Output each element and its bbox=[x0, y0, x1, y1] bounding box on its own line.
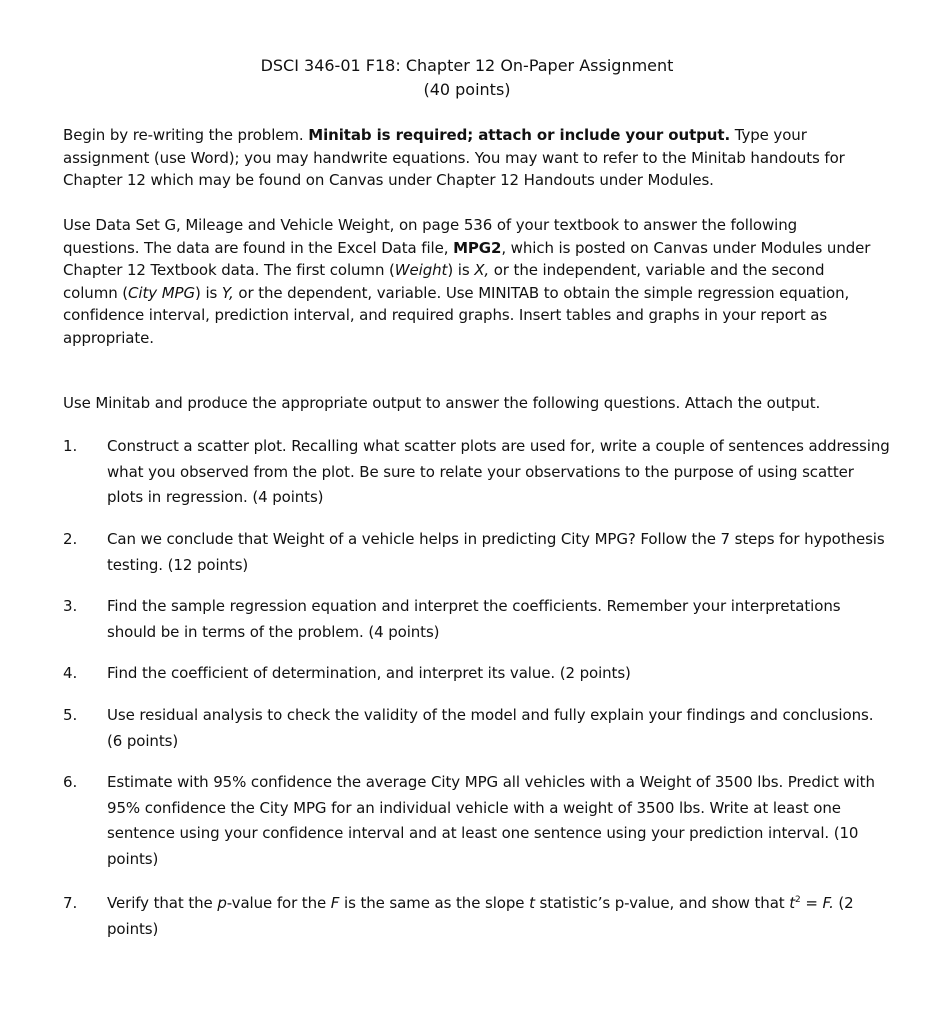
question-text: Can we conclude that Weight of a vehicle helps in predicting City MPG? Follow the 7 steps for hypothesis testing. (12 points) bbox=[107, 530, 885, 574]
data-text-6: or the dependent, variable. Use MINITAB to obtain the simple regression equation, confidence interval, prediction interval, and required graphs. Insert tables and graphs in your report as appropriate. bbox=[63, 283, 850, 347]
question-text: Construct a scatter plot. Recalling what scatter plots are used for, write a couple of sentences addressing what you observed from the plot. Be sure to relate your observations to the purpose of using scatter plots in regression. (4 points) bbox=[107, 437, 890, 506]
question-number: 6. bbox=[63, 773, 78, 791]
question-number: 3. bbox=[63, 597, 78, 615]
intro-text-1: Begin by re-writing the problem. bbox=[63, 126, 309, 144]
question-text: Use residual analysis to check the validity of the model and fully explain your findings and conclusions. (6 points) bbox=[107, 706, 874, 750]
y-variable: Y, bbox=[221, 283, 234, 302]
data-text-2: , which is posted on Canvas under Modules under Chapter 12 Textbook data. The first column ( bbox=[63, 238, 871, 279]
f-symbol: F bbox=[330, 894, 340, 912]
question-number: 4. bbox=[63, 664, 78, 682]
city-mpg-variable: City MPG bbox=[128, 283, 196, 302]
data-text-3: ) is bbox=[447, 261, 475, 279]
p-symbol: p bbox=[217, 894, 227, 912]
weight-variable: Weight bbox=[394, 261, 448, 279]
x-variable: X, bbox=[474, 261, 490, 279]
data-text-1: Use Data Set G, Mileage and Vehicle Weight, on page 536 of your textbook to answer the following questions. The data are found in the Excel Data file, bbox=[63, 216, 798, 257]
document-header bbox=[0, 54, 934, 102]
q7-text-5: = bbox=[800, 894, 823, 912]
intro-bold-requirement: Minitab is required; attach or include your output. bbox=[308, 126, 731, 144]
q7-text-1: Verify that the bbox=[107, 894, 218, 912]
question-number: 1. bbox=[63, 437, 78, 455]
q7-text-2: -value for the bbox=[226, 894, 331, 912]
instruction-paragraph: Use Minitab and produce the appropriate output to answer the following questions. Attach the output. bbox=[63, 394, 821, 412]
question-number: 2. bbox=[63, 530, 78, 548]
intro-paragraph bbox=[63, 124, 873, 192]
data-text-5: ) is bbox=[195, 283, 222, 302]
page-title: DSCI 346-01 F18: Chapter 12 On-Paper Assignment bbox=[260, 56, 674, 75]
q7-text-6: (2 points) bbox=[107, 894, 854, 938]
t-squared-exponent: 2 bbox=[795, 895, 801, 905]
data-set-paragraph bbox=[63, 214, 873, 349]
intro-text-2: Type your assignment (use Word); you may handwrite equations. You may want to refer to the Minitab handouts for Chapter 12 which may be found on Canvas under Chapter 12 Handouts under Modules. bbox=[63, 126, 845, 189]
f-equals-symbol: F. bbox=[822, 894, 834, 912]
data-text-4: or the independent, variable and the second column ( bbox=[63, 261, 825, 302]
question-text: Find the coefficient of determination, and interpret its value. (2 points) bbox=[107, 664, 631, 682]
t-symbol: t bbox=[529, 894, 535, 912]
question-number: 7. bbox=[63, 894, 78, 912]
q7-text-4: statistic’s p-value, and show that bbox=[534, 894, 790, 912]
total-points: (40 points) bbox=[423, 80, 511, 99]
question-text: Estimate with 95% confidence the average City MPG all vehicles with a Weight of 3500 lbs. Predict with 95% confidence the City MPG for an individual vehicle with a weight of 3500 lbs. Write at least one sentence using your confidence interval and at least one sentence using your prediction interval. (10 points) bbox=[107, 773, 875, 868]
q7-text-3: is the same as the slope bbox=[339, 894, 530, 912]
data-file-name: MPG2 bbox=[453, 238, 502, 257]
question-text bbox=[107, 891, 893, 942]
question-number: 5. bbox=[63, 706, 78, 724]
question-text: Find the sample regression equation and interpret the coefficients. Remember your interpretations should be in terms of the problem. (4 points) bbox=[107, 597, 841, 641]
t-squared-base: t bbox=[789, 894, 796, 912]
